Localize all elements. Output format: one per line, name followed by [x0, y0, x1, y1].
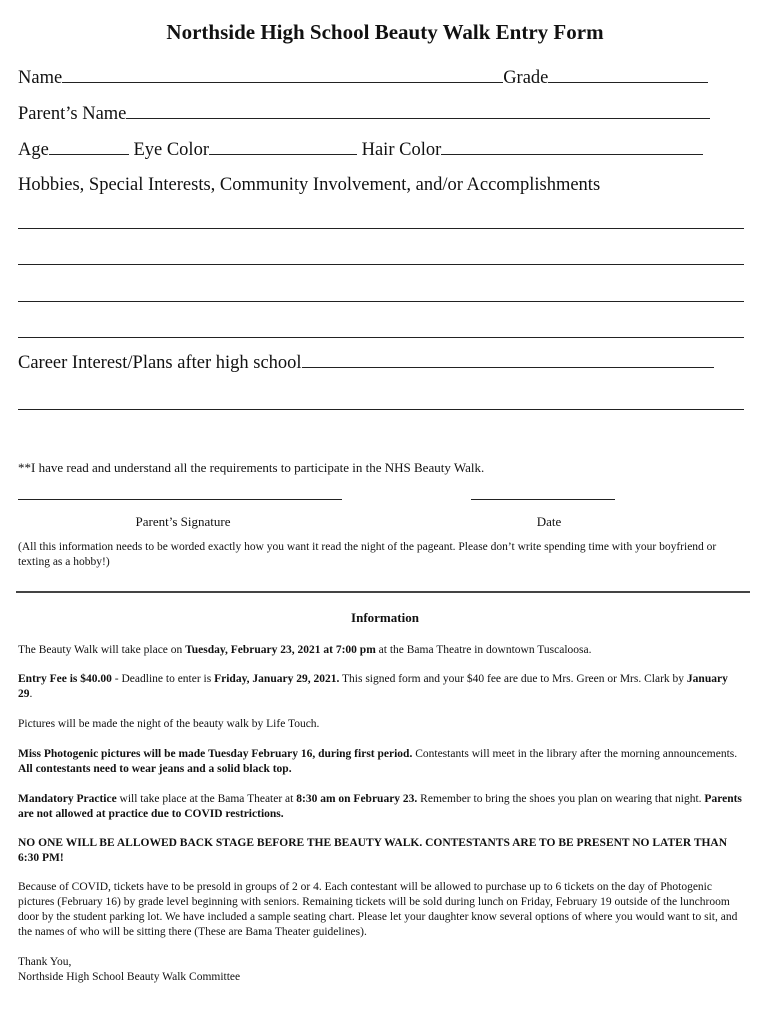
info-tickets: Because of COVID, tickets have to be presold in groups of 2 or 4. Each contestant will be allowed to purchase up to 6 tickets on the day of Photogenic pictures (February 16) by grade level beginning with seniors. Remaining tickets will be sold during lunch on Friday, February 19 outside of the lunchroom door by the student parking lot. We have included a sample seating chart. Please let your daughter know several options of where you would want to sit, and the names of who will be sitting there (These are Bama Theater guidelines).: [18, 881, 738, 938]
name-label: Name: [18, 68, 63, 88]
date-label: Date: [536, 514, 562, 529]
parent-name-field[interactable]: [126, 103, 710, 119]
name-field[interactable]: [62, 67, 503, 83]
hobbies-line-1[interactable]: [18, 228, 744, 229]
parent-name-row: [18, 103, 710, 125]
hobbies-line-3[interactable]: [18, 301, 744, 302]
info-photogenic: Miss Photogenic pictures will be made Tuesday February 16, during first period. Contestants will meet in the library after the morning announcements. All contestants need to wear jeans and a solid black top.: [18, 748, 738, 775]
info-entry-fee: Entry Fee is $40.00 - Deadline to enter is Friday, January 29, 2021. This signed form and your $40 fee are due to Mrs. Green or Mrs. Clark by January 29.: [18, 673, 728, 700]
date-line[interactable]: [471, 499, 615, 500]
career-field[interactable]: [302, 352, 714, 368]
info-event-date: The Beauty Walk will take place on Tuesday, February 23, 2021 at 7:00 pm at the Bama Theatre in downtown Tuscaloosa.: [18, 644, 592, 656]
info-backstage-warning: NO ONE WILL BE ALLOWED BACK STAGE BEFORE THE BEAUTY WALK. CONTESTANTS ARE TO BE PRESENT NO LATER THAN 6:30 PM!: [18, 837, 728, 864]
hair-color-label: Hair Color: [361, 140, 442, 160]
career-row: [18, 352, 714, 374]
committee-signature: Northside High School Beauty Walk Committee: [18, 971, 241, 983]
information-heading: Information: [351, 610, 419, 625]
career-label: Career Interest/Plans after high school: [18, 353, 302, 373]
grade-label: Grade: [503, 68, 549, 88]
hobbies-line-4[interactable]: [18, 337, 744, 338]
hobbies-line-2[interactable]: [18, 264, 744, 265]
info-pictures: Pictures will be made the night of the beauty walk by Life Touch.: [18, 718, 320, 730]
parent-signature-label: Parent’s Signature: [135, 514, 231, 529]
age-field[interactable]: [49, 139, 129, 155]
name-row: [18, 67, 708, 89]
form-title: Northside High School Beauty Walk Entry Form: [166, 20, 604, 44]
parent-name-label: Parent’s Name: [18, 104, 127, 124]
section-divider: [16, 591, 750, 593]
hobbies-label: Hobbies, Special Interests, Community Involvement, and/or Accomplishments: [18, 175, 601, 195]
eye-color-field[interactable]: [209, 139, 357, 155]
closing: Thank You,: [18, 956, 72, 968]
grade-field[interactable]: [548, 67, 708, 83]
instruction-note: (All this information needs to be worded exactly how you want it read the night of the pageant. Please don’t write spending time with your boyfriend or texting as a hobby!): [18, 541, 717, 568]
info-practice: Mandatory Practice will take place at the Bama Theater at 8:30 am on February 23. Remember to bring the shoes you plan on wearing that night. Parents are not allowed at practice due to COVID restrictions.: [18, 793, 742, 820]
career-line-2[interactable]: [18, 409, 744, 410]
parent-signature-line[interactable]: [18, 499, 342, 500]
age-row: [18, 139, 703, 161]
eye-color-label: Eye Color: [133, 140, 209, 160]
age-label: Age: [18, 140, 49, 160]
acknowledgement-text: **I have read and understand all the requirements to participate in the NHS Beauty Walk.: [18, 460, 485, 475]
hair-color-field[interactable]: [441, 139, 703, 155]
